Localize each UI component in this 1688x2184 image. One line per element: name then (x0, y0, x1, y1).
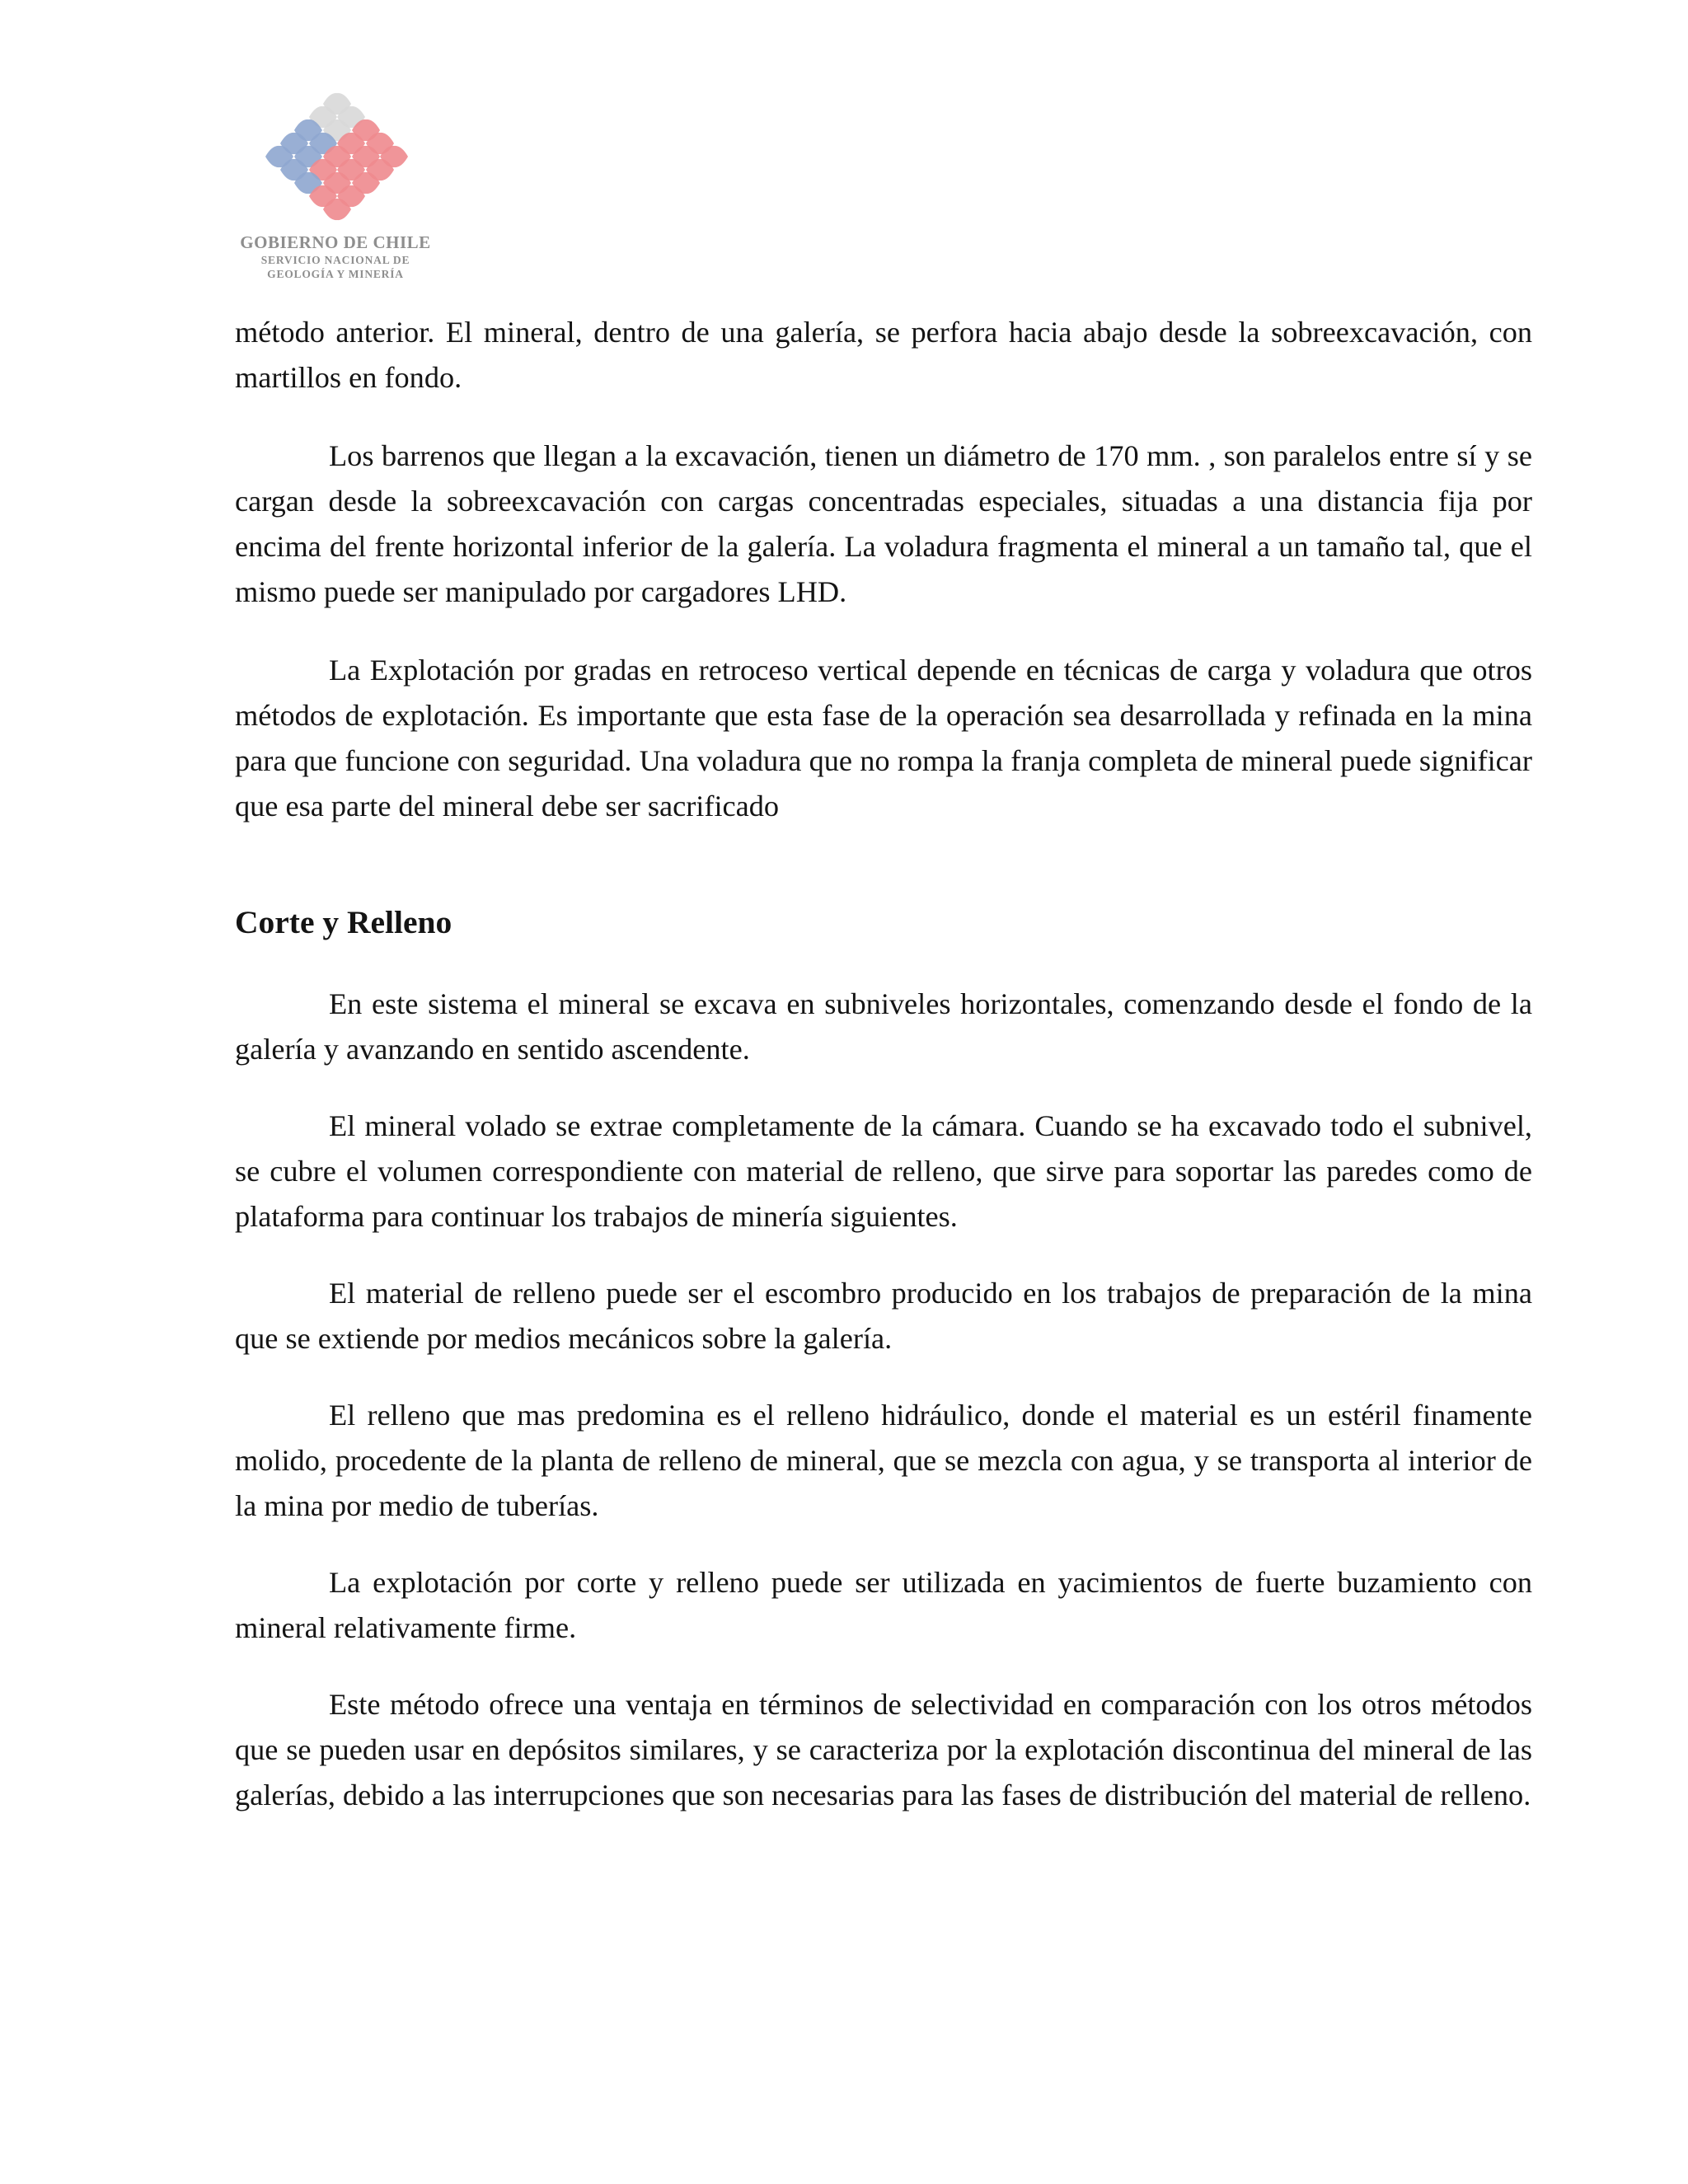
logo-subtitle-2: GEOLOGÍA Y MINERÍA (267, 268, 404, 280)
paragraph-sistema: En este sistema el mineral se excava en subniveles horizontales, comenzando desde el fondo de la galería y avanzando en sentido ascendente. (235, 987, 1532, 1066)
paragraph-barrenos: Los barrenos que llegan a la excavación, tienen un diámetro de 170 mm. , son paralelos entre sí y se cargan desde la sobreexcavación con cargas concentradas especiales, situadas a una distancia fija por encima del frente horizontal inferior de la galería. La voladura fragmenta el mineral a un tamaño tal, que el mismo puede ser manipulado por cargadores LHD. (235, 439, 1532, 608)
paragraph-explotacion-gradas: La Explotación por gradas en retroceso vertical depende en técnicas de carga y voladura que otros métodos de explotación. Es importante que esta fase de la operación sea desarrollada y refinada en la mina para que funcione con seguridad. Una voladura que no rompa la franja completa de mineral puede significar que esa parte del mineral debe ser sacrificado (235, 654, 1532, 823)
document-body (235, 310, 1532, 1849)
government-logo (232, 89, 438, 287)
section-heading: Corte y Relleno (235, 904, 452, 940)
logo-emblem-icon (259, 89, 415, 229)
paragraph-material-relleno: El material de relleno puede ser el escombro producido en los trabajos de preparación de la mina que se extiende por medios mecánicos sobre la galería. (235, 1277, 1532, 1355)
logo-subtitle-1: SERVICIO NACIONAL DE (260, 254, 410, 266)
paragraph-ventaja-selectividad: Este método ofrece una ventaja en términos de selectividad en comparación con los otros métodos que se pueden usar en depósitos similares, y se caracteriza por la explotación discontinua del mineral de las galerías, debido a las interrupciones que son necesarias para las fases de distribución del material de relleno. (235, 1688, 1532, 1811)
paragraph-continuation: método anterior. El mineral, dentro de una galería, se perfora hacia abajo desde la sobreexcavación, con martillos en fondo. (235, 316, 1532, 394)
paragraph-mineral-volado: El mineral volado se extrae completamente de la cámara. Cuando se ha excavado todo el subnivel, se cubre el volumen correspondiente con material de relleno, que sirve para soportar las paredes como de plataforma para continuar los trabajos de minería siguientes. (235, 1109, 1532, 1233)
paragraph-corte-relleno-uso: La explotación por corte y relleno puede ser utilizada en yacimientos de fuerte buzamiento con mineral relativamente firme. (235, 1566, 1532, 1644)
paragraph-relleno-hidraulico: El relleno que mas predomina es el relleno hidráulico, donde el material es un estéril finamente molido, procedente de la planta de relleno de mineral, que se mezcla con agua, y se transporta al interior de la mina por medio de tuberías. (235, 1399, 1532, 1522)
logo-title: GOBIERNO DE CHILE (240, 232, 431, 252)
